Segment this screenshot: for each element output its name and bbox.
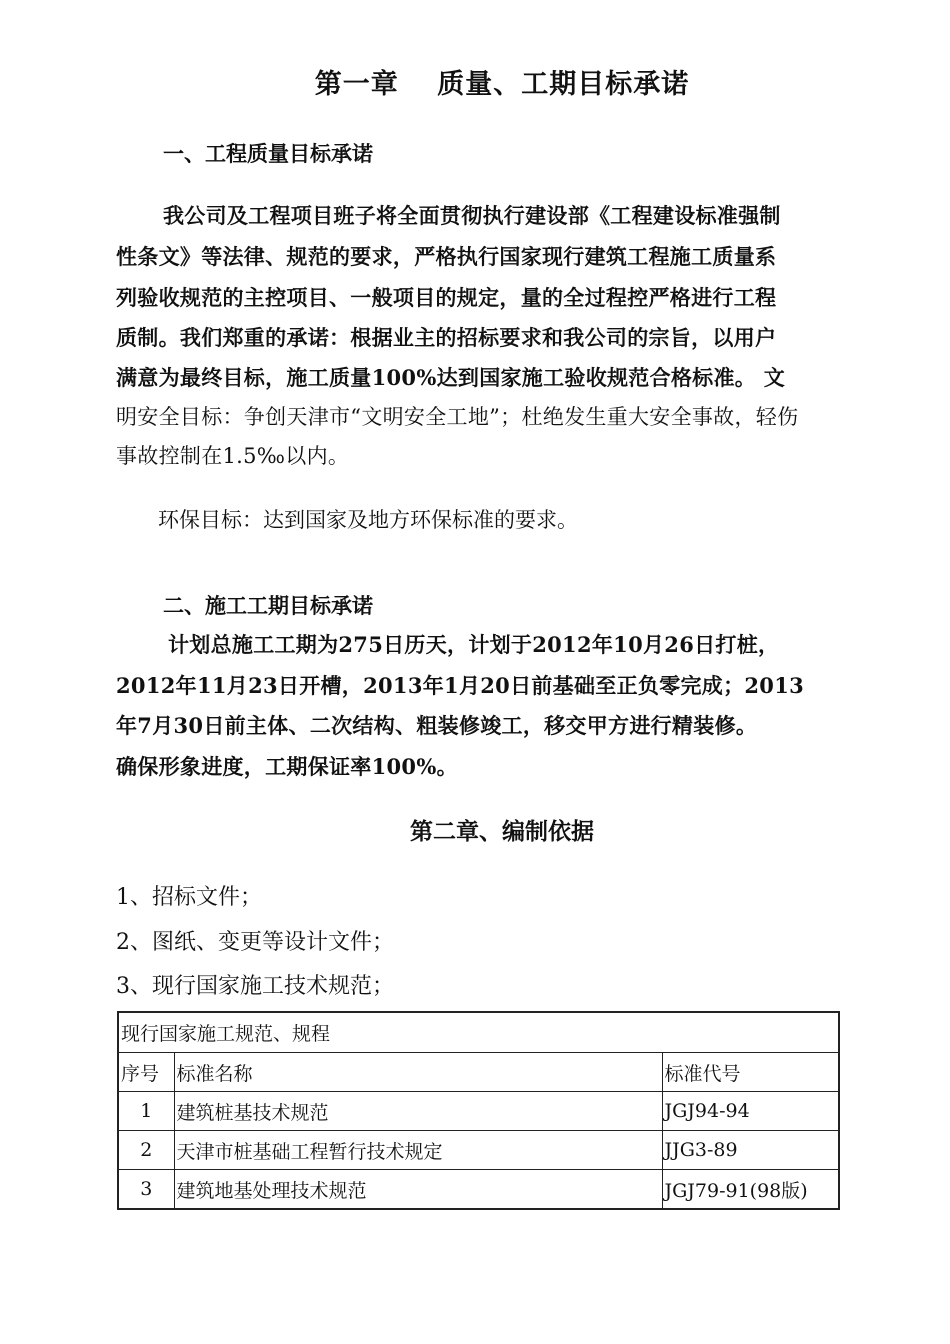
table-row	[118, 1131, 839, 1170]
schedule-line: 2012年11月23日开槽，2013年1月20日前基础至正负零完成；2013	[116, 673, 805, 698]
section-heading-schedule: 二、施工工期目标承诺	[163, 593, 373, 618]
table-row	[118, 1170, 839, 1210]
row-standard-code: JGJ94-94	[662, 1092, 839, 1131]
row-standard-name: 天津市桩基础工程暂行技术规定	[174, 1131, 662, 1170]
chapter-title: 第一章 质量、工期目标承诺	[314, 69, 690, 100]
environment-goal: 环保目标：达到国家及地方环保标准的要求。	[158, 508, 578, 532]
row-number: 1	[118, 1092, 174, 1131]
table-header-row	[118, 1053, 839, 1092]
row-standard-code: JJG3-89	[662, 1131, 839, 1170]
basis-item-3: 3、现行国家施工技术规范；	[116, 974, 394, 999]
schedule-line: 年7月30日前主体、二次结构、粗装修竣工，移交甲方进行精装修。	[116, 713, 758, 738]
schedule-line: 计划总施工工期为275日历天，计划于2012年10月26日打桩，	[168, 632, 780, 657]
paragraph-line: 我公司及工程项目班子将全面贯彻执行建设部《工程建设标准强制	[163, 203, 781, 228]
paragraph-line: 列验收规范的主控项目、一般项目的规定，量的全过程控严格进行工程	[116, 285, 777, 310]
row-standard-name: 建筑桩基技术规范	[174, 1092, 662, 1131]
header-number: 序号	[118, 1053, 174, 1092]
basis-item-2: 2、图纸、变更等设计文件；	[116, 930, 394, 955]
section-heading-quality: 一、工程质量目标承诺	[163, 141, 373, 166]
paragraph-line: 事故控制在1.5‰以内。	[116, 444, 350, 468]
schedule-line: 确保形象进度，工期保证率100%。	[116, 754, 458, 779]
paragraph-line: 质制。我们郑重的承诺：根据业主的招标要求和我公司的宗旨，以用户	[116, 325, 777, 350]
paragraph-line: 满意为最终目标，施工质量100%达到国家施工验收规范合格标准。 文	[116, 365, 785, 390]
paragraph-line: 性条文》等法律、规范的要求，严格执行国家现行建筑工程施工质量系	[116, 244, 777, 269]
row-standard-name: 建筑地基处理技术规范	[174, 1170, 662, 1210]
standards-table	[117, 1011, 840, 1210]
header-standard-name: 标准名称	[174, 1053, 662, 1092]
row-standard-code: JGJ79-91(98版)	[662, 1170, 839, 1210]
table-caption-row	[118, 1012, 839, 1053]
row-number: 2	[118, 1131, 174, 1170]
table-caption: 现行国家施工规范、规程	[118, 1012, 839, 1053]
chapter2-title: 第二章、编制依据	[410, 818, 594, 845]
paragraph-line: 明安全目标：争创天津市“文明安全工地”；杜绝发生重大安全事故，轻伤	[116, 405, 799, 429]
row-number: 3	[118, 1170, 174, 1210]
basis-item-1: 1、招标文件；	[116, 885, 262, 910]
header-standard-code: 标准代号	[662, 1053, 839, 1092]
table-row	[118, 1092, 839, 1131]
